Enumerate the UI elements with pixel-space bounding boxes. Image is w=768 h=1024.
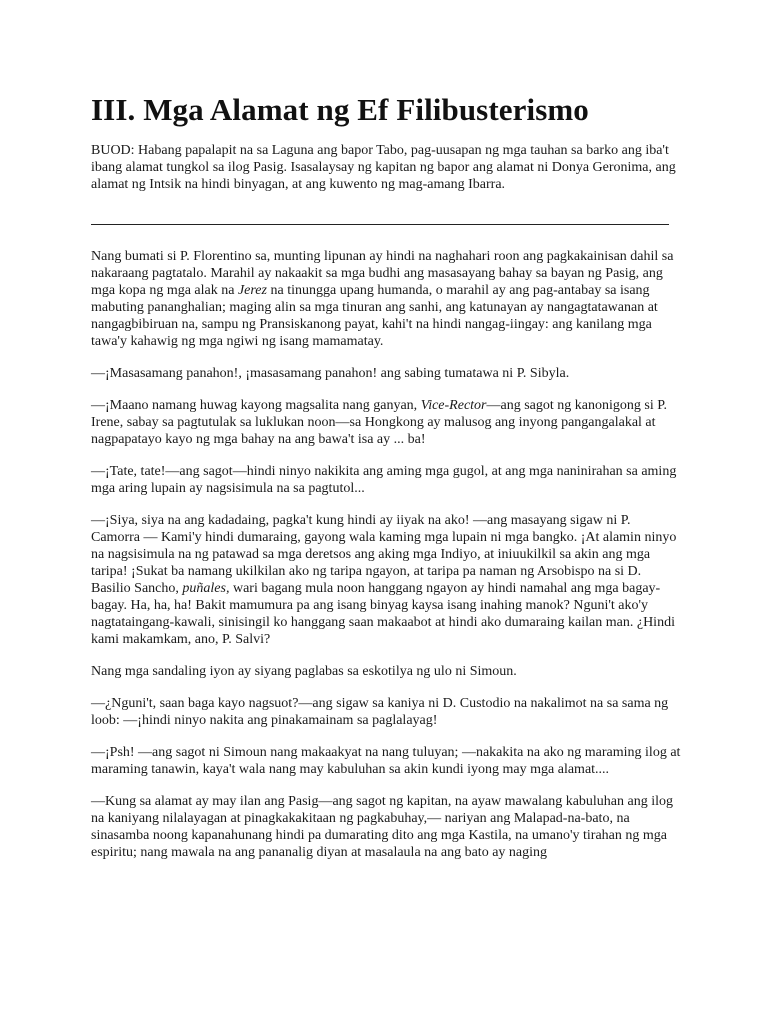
body-paragraph-9: —Kung sa alamat ay may ilan ang Pasig—ang sagot ng kapitan, na ayaw mawalang kabuluhan ang ilog na kaniyang nilalayagan at pinagkakakitaan ng pagkabuhay,— nariyan ang Malapad-na-bato, na sinasamba noong kapanahunang hindi pa dumarating dito ang mga Kastila, na umano'y tirahan ng mga espiritu; nang mawala na ang pananalig diyan at masalaula na ang bato ay naging (91, 794, 674, 860)
paragraph-text: na tinungga upang humanda, o marahil ay ang pag-antabay sa isang mabuting pananghalian; maging alin sa mga tinuran ang sanhi, ang katunayan ay nangagtatawanan at nangagbibiruan na, sampu ng Pransiskanong payat, kahi't na hindi nangag-iingay: ang kanilang mga tawa'y kahawig ng mga ngiwi ng isang mamamatay. (91, 283, 658, 349)
summary-paragraph: BUOD: Habang papalapit na sa Laguna ang bapor Tabo, pag-uusapan ng mga tauhan sa barko ang iba't ibang alamat tungkol sa ilog Pasig. Isasalaysay ng kapitan ng bapor ang alamat ni Donya Geronima, ang alamat ng Intsik na hindi binyagan, at ang kuwento ng mag-amang Ibarra. (91, 143, 676, 192)
body-paragraph-6: Nang mga sandaling iyon ay siyang paglabas sa eskotilya ng ulo ni Simoun. (91, 664, 517, 679)
document-title: III. Mga Alamat ng Ef Filibusterismo (91, 92, 589, 127)
paragraph-text: —ang sagot ng kanonigong si P. Irene, sabay sa pagtutulak sa luklukan noon—sa Hongkong ay malusog ang inyong pangangalakal at nagpapatayo kayo ng mga bahay na ang bawa't isa ay ... ba! (91, 398, 667, 447)
section-divider (91, 224, 669, 225)
italic-text: Vice-Rector (420, 398, 487, 413)
body-paragraph-7: —¿Nguni't, saan baga kayo nagsuot?—ang sigaw sa kaniya ni D. Custodio na nakalimot na sa sama ng loob: —¡hindi ninyo nakita ang pinakamainam sa paglalayag! (91, 696, 669, 728)
italic-text: puñales, (182, 581, 230, 596)
paragraph-text: —¡Maano namang huwag kayong magsalita nang ganyan, (91, 398, 421, 413)
paragraph-text: Nang bumati si P. Florentino sa, munting lipunan ay hindi na naghahari roon ang pagkakainisan dahil sa nakaraang pagtatalo. Marahil ay nakaakit sa mga budhi ang masasayang bahay sa bayan ng Pasig, ang mga kopa ng mga alak na (91, 249, 674, 298)
body-paragraph-8: —¡Psh! —ang sagot ni Simoun nang makaakyat na nang tuluyan; —nakakita na ako ng maraming ilog at maraming tanawin, kaya't wala nang may kabuluhan sa akin kundi iyong may mga alamat.... (91, 745, 681, 777)
body-paragraph-1 (91, 248, 681, 350)
paragraph-text: wari bagang mula noon hanggang ngayon ay hindi namahal ang mga bagay-bagay. Ha, ha, ha! Bakit mamumura pa ang isang binyag kaysa isang inahing manok? Nguni't ako'y nagtataingang-kawali, sinisingil ko hanggang saan makaabot at hindi ako dumaraing kailan man. ¿Hindi kami makamkam, ano, P. Salvi? (91, 581, 675, 647)
document-page (91, 92, 681, 876)
paragraph-text: —¡Siya, siya na ang kadadaing, pagka't kung hindi ay iiyak na ako! —ang masayang sigaw ni P. Camorra — Kami'y hindi dumaraing, gayong wala kaming mga lupain ni mga bangko. ¡At alamin ninyo na nagsisimula na ng patawad sa mga deretsos ang aking mga Indiyo, at iniuukilkil sa akin ang mga taripa! ¡Sukat ba namang ukilkilan ako ng taripa ngayon, at taripa pa naman ng Arsobispo na si D. Basilio Sancho, (91, 513, 677, 596)
body-paragraph-3 (91, 397, 681, 448)
body-paragraph-5 (91, 512, 681, 648)
italic-text: Jerez (237, 283, 267, 298)
body-paragraph-4: —¡Tate, tate!—ang sagot—hindi ninyo nakikita ang aming mga gugol, at ang mga naninirahan sa aming mga aring lupain ay nagsisimula na sa pagtutol... (91, 464, 677, 496)
body-paragraph-2: —¡Masasamang panahon!, ¡masasamang panahon! ang sabing tumatawa ni P. Sibyla. (91, 366, 570, 381)
